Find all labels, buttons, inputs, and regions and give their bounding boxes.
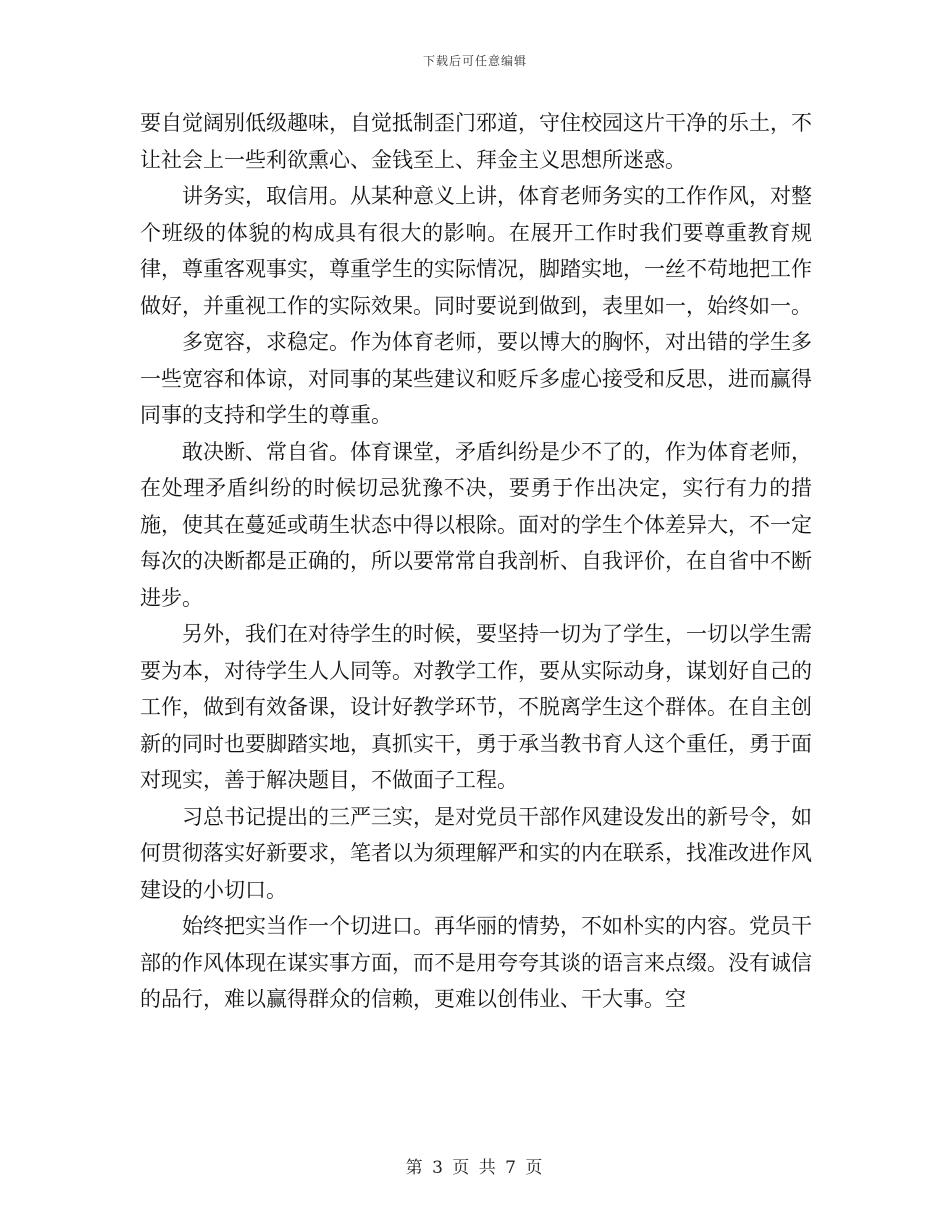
paragraph-3: 多宽容，求稳定。作为体育老师，要以博大的胸怀，对出错的学生多一些宽容和体谅，对同事的某些建议和贬斥多虚心接受和反思，进而赢得同事的支持和学生的尊重。 [140, 330, 812, 427]
paragraph-4: 敢决断、常自省。体育课堂，矛盾纠纷是少不了的，作为体育老师，在处理矛盾纠纷的时候切忌犹豫不决，要勇于作出决定，实行有力的措施，使其在蔓延或萌生状态中得以根除。面对的学生个体差异大，不一定每次的决断都是正确的，所以要常常自我剖析、自我评价，在自省中不断进步。 [140, 439, 812, 610]
page-number: 第 3 页 共 7 页 [405, 1158, 545, 1178]
paragraph-7: 始终把实当作一个切进口。再华丽的情势，不如朴实的内容。党员干部的作风体现在谋实事方面，而不是用夸夸其谈的语言来点缀。没有诚信的品行，难以赢得群众的信赖，更难以创伟业、干大事。空 [140, 914, 812, 1011]
paragraph-1: 要自觉阔别低级趣味，自觉抵制歪门邪道，守住校园这片干净的乐土，不让社会上一些利欲熏心、金钱至上、拜金主义思想所迷惑。 [140, 111, 812, 172]
paragraph-5: 另外，我们在对待学生的时候，要坚持一切为了学生，一切以学生需要为本，对待学生人人同等。对教学工作，要从实际动身，谋划好自己的工作，做到有效备课，设计好教学环节，不脱离学生这个群体。在自主创新的同时也要脚踏实地，真抓实干，勇于承当教书育人这个重任，勇于面对现实，善于解决题目，不做面子工程。 [140, 622, 812, 792]
page-header: 下载后可任意编辑 [422, 54, 527, 68]
paragraph-2: 讲务实，取信用。从某种意义上讲，体育老师务实的工作作风，对整个班级的体貌的构成具有很大的影响。在展开工作时我们要尊重教育规律，尊重客观事实，尊重学生的实际情况，脚踏实地，一丝不苟地把工作做好，并重视工作的实际效果。同时要说到做到，表里如一，始终如一。 [140, 184, 812, 318]
document-body [140, 105, 812, 1018]
paragraph-6: 习总书记提出的三严三实，是对党员干部作风建设发出的新号令，如何贯彻落实好新要求，笔者以为须理解严和实的内在联系，找准改进作风建设的小切口。 [140, 804, 812, 902]
